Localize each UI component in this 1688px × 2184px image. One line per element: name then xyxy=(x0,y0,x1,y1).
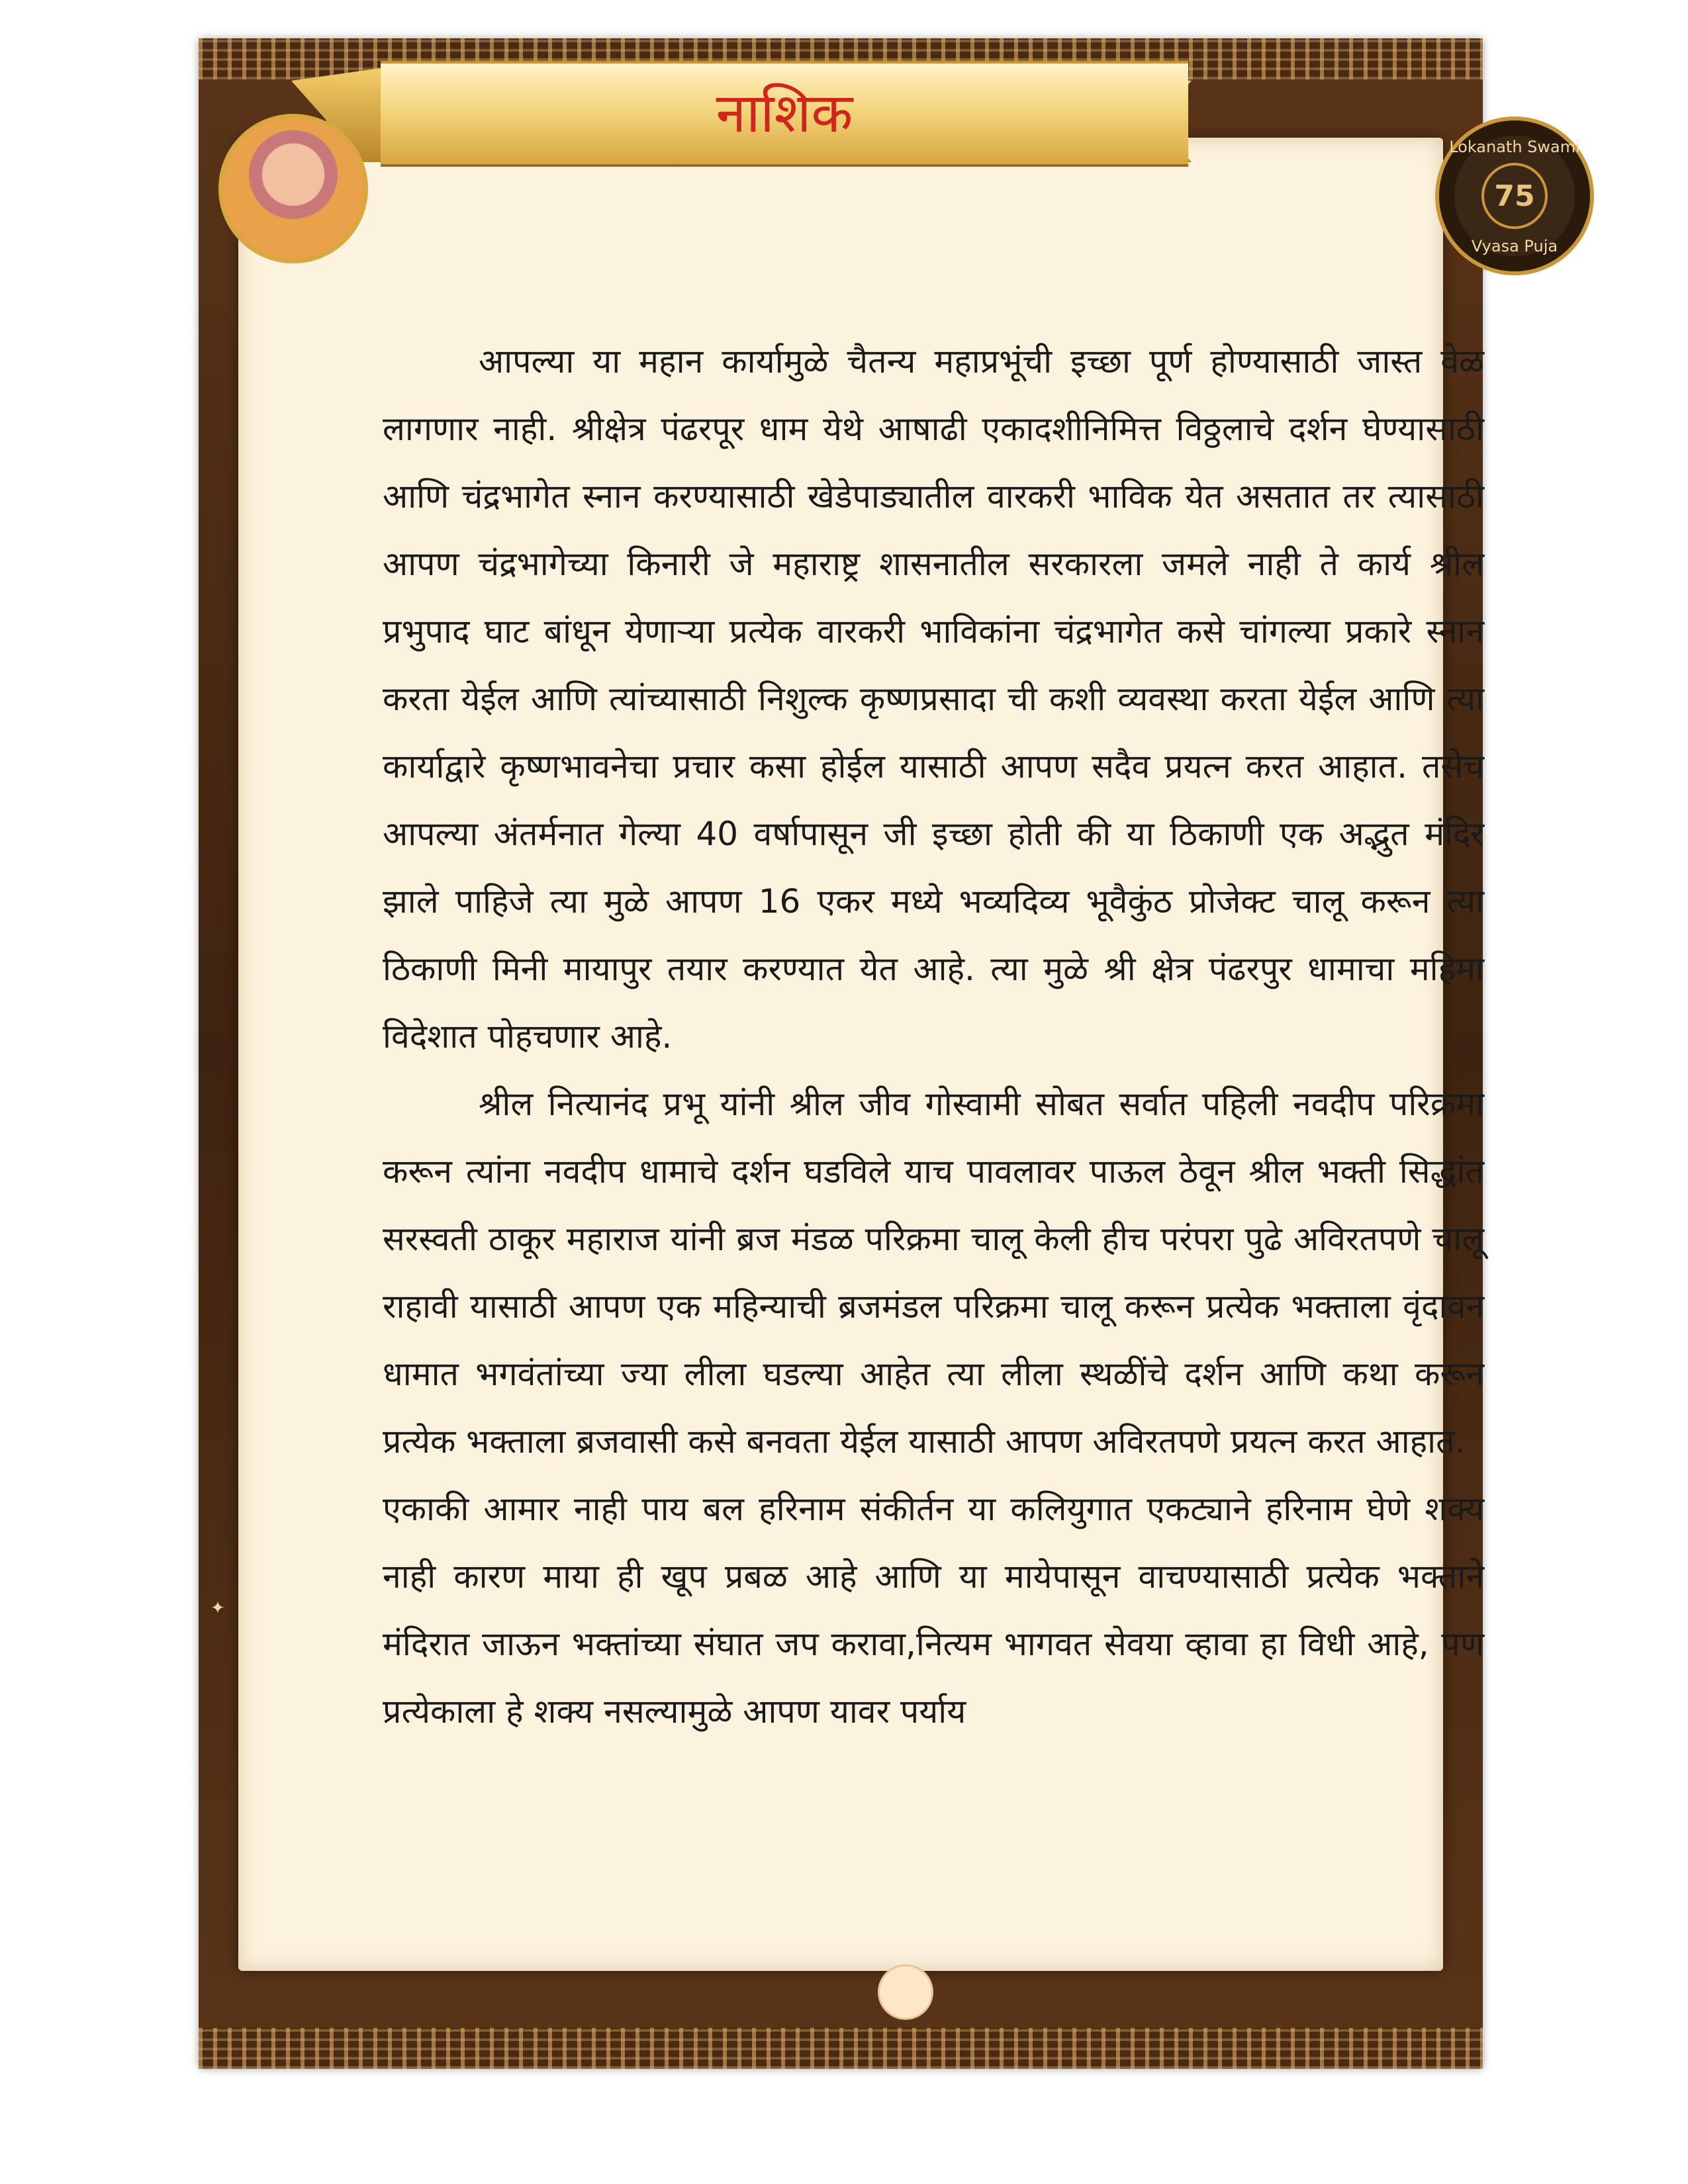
seal-ring xyxy=(1481,163,1548,229)
avatar xyxy=(218,114,368,263)
paragraph-3: एकाकी आमार नाही पाय बल हरिनाम संकीर्तन या कलियुगात एकट्याने हरिनाम घेणे शक्य नाही कारण माया ही खूप प्रबळ आहे आणि या मायेपासून वाचण्यासाठी प्रत्येक भक्ताने मंदिरात जाऊन भक्तांच्या संघात जप करावा,नित्यम भागवत सेवया व्हावा हा विधी आहे, पण प्रत्येकाला हे शक्य नसल्यामुळे आपण यावर पर्याय xyxy=(383,1490,1484,1731)
seal-top-text: Lokanath Swami xyxy=(1449,138,1580,156)
page-indicator-dot xyxy=(878,1964,933,2020)
title-ribbon xyxy=(381,61,1188,167)
article-body xyxy=(383,328,1484,1745)
page-title: नाशिक xyxy=(716,82,853,145)
seal-bottom-text: Vyasa Puja xyxy=(1471,237,1558,255)
paragraph-1: आपल्या या महान कार्यामुळे चैतन्य महाप्रभूंची इच्छा पूर्ण होण्यासाठी जास्त वेळ लागणार नाही. श्रीक्षेत्र पंढरपूर धाम येथे आषाढी एकादशीनिमित्त विठ्ठलाचे दर्शन घेण्यासाठी आणि चंद्रभागेत स्नान करण्यासाठी खेडेपाड्यातील वारकरी भाविक येत असतात तर त्यासाठी आपण चंद्रभागेच्या किनारी जे महाराष्ट्र शासनातील सरकारला जमले नाही ते कार्य श्रील प्रभुपाद घाट बांधून येणाऱ्या प्रत्येक वारकरी भाविकांना चंद्रभागेत कसे चांगल्या प्रकारे स्नान करता येईल आणि त्यांच्यासाठी निशुल्क कृष्णप्रसादा ची कशी व्यवस्था करता येईल आणि त्या कार्याद्वारे कृष्णभावनेचा प्रचार कसा होईल यासाठी आपण सदैव प्रयत्न करत आहात. तसेच आपल्या अंतर्मनात गेल्या 40 वर्षापासून जी इच्छा होती की या ठिकाणी एक अद्भुत मंदिर झाले पाहिजे त्या मुळे आपण 16 एकर मध्ये भव्यदिव्य भूवैकुंठ प्रोजेक्ट चालू करून त्या ठिकाणी मिनी मायापुर तयार करण्यात येत आहे. त्या मुळे श्री क्षेत्र पंढरपुर धामाचा महिमा विदेशात पोहचणार आहे. xyxy=(383,342,1484,1056)
decorative-border-bottom xyxy=(199,2028,1483,2069)
paragraph-2: श्रील नित्यानंद प्रभू यांनी श्रील जीव गोस्वामी सोबत सर्वात पहिली नवदीप परिक्रमा करून त्यांना नवदीप धामाचे दर्शन घडविले याच पावलावर पाऊल ठेवून श्रील भक्ती सिद्धांत सरस्वती ठाकूर महाराज यांनी ब्रज मंडळ परिक्रमा चालू केली हीच परंपरा पुढे अविरतपणे चालू राहावी यासाठी आपण एक महिन्याची ब्रजमंडल परिक्रमा चालू करून प्रत्येक भक्ताला वृंदावन धामात भगवंतांच्या ज्या लीला घडल्या आहेत त्या लीला स्थळींचे दर्शन आणि कथा करून प्रत्येक भक्ताला ब्रजवासी कसे बनवता येईल यासाठी आपण अविरतपणे प्रयत्न करत आहात. xyxy=(383,1085,1484,1461)
seal-number: 75 xyxy=(1494,179,1535,213)
sparkle-icon: ✦ xyxy=(211,1598,225,1618)
vyasa-puja-seal xyxy=(1435,116,1594,275)
